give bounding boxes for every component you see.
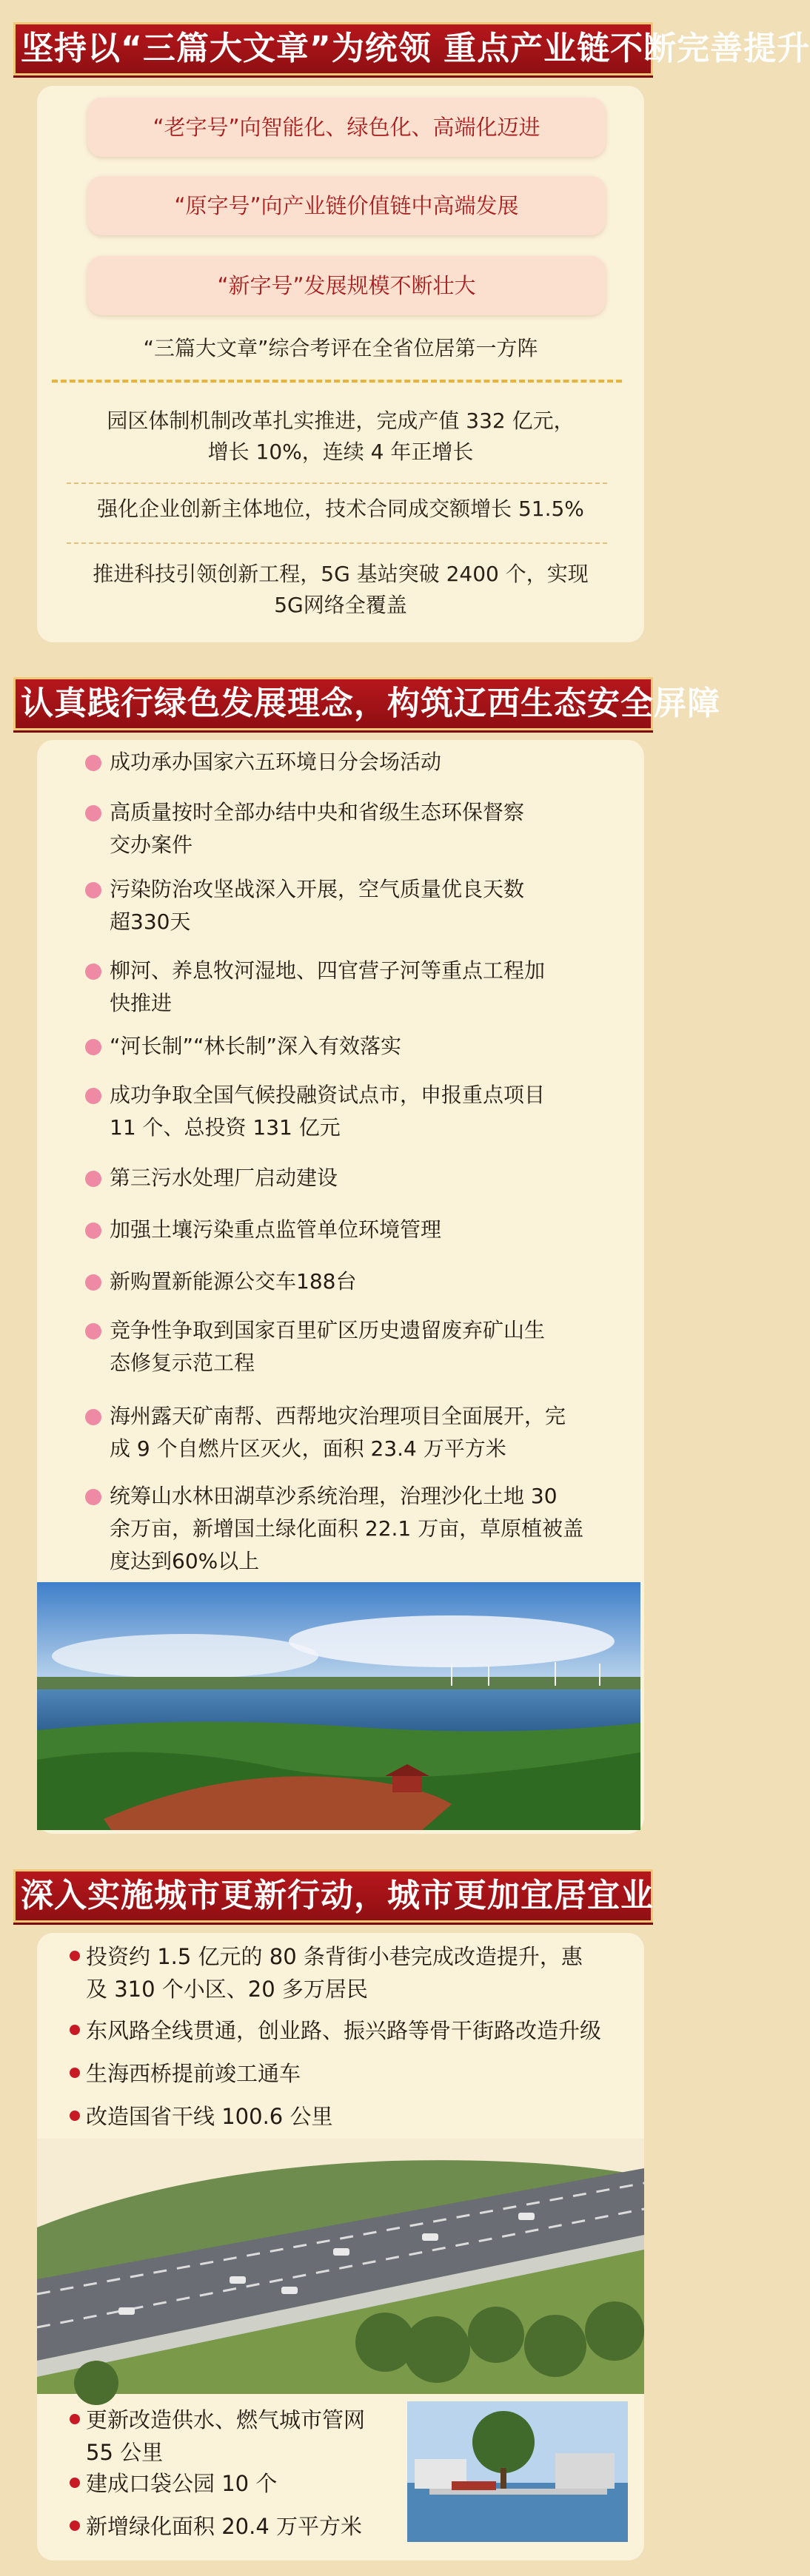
bullet-icon [70,2025,80,2035]
list-item: 新增绿化面积 20.4 万平方米 [65,2510,421,2543]
bullet-icon [70,2111,80,2121]
list-item: 生海西桥提前竣工通车 [65,2057,643,2090]
rank-text: “三篇大文章”综合考评在全省位居第一方阵 [143,336,538,360]
para-5g [44,559,637,621]
list-item: 统筹山水林田湖草沙系统治理，治理沙化土地 30 余万亩，新增国土绿化面积 22.1 万亩，草原植被盖 度达到60%以上 [87,1480,635,1578]
section2-title: 认真践行绿色发展理念，构筑辽西生态安全屏障 [13,677,653,730]
bullet-icon [85,1223,101,1239]
bullet-icon [85,1489,101,1505]
divider [52,380,622,383]
wetland-park-photo [37,1582,640,1830]
pill-xin-zihao: “新字号”发展规模不断壮大 [87,256,606,315]
para-innovation [44,494,637,525]
bullet-icon [85,1039,101,1055]
list-item: 新购置新能源公交车188台 [87,1265,635,1298]
list-item: 加强土壤污染重点监管单位环境管理 [87,1214,635,1246]
list-item: 海州露天矿南帮、西帮地灾治理项目全面展开，完 成 9 个自燃片区灭火，面积 23.4 万平方米 [87,1400,635,1465]
list-item: 东风路全线贯通，创业路、振兴路等骨干街路改造升级 [65,2014,643,2047]
list-item: 投资约 1.5 亿元的 80 条背街小巷完成改造提升，惠 及 310 个小区、20 多万居民 [65,1940,643,2005]
bullet-icon [70,2520,80,2531]
bullet-icon [85,882,101,898]
section1-title: 坚持以“三篇大文章”为统领 重点产业链不断完善提升 [13,22,653,75]
para-line: 强化企业创新主体地位，技术合同成交额增长 51.5% [97,497,584,521]
para-park-reform [44,406,637,468]
pocket-park-photo [407,2401,628,2542]
bullet-icon [70,2414,80,2424]
bullet-icon [85,1323,101,1339]
list-item: 污染防治攻坚战深入开展，空气质量优良天数 超330天 [87,873,635,938]
pill-yuan-zihao: “原字号”向产业链价值链中高端发展 [87,176,606,235]
list-item: 第三污水处理厂启动建设 [87,1162,635,1194]
list-item: 成功承办国家六五环境日分会场活动 [87,746,635,778]
list-item: 成功争取全国气候投融资试点市，申报重点项目 11 个、总投资 131 亿元 [87,1079,635,1144]
bullet-icon [85,1274,101,1291]
para-line: 园区体制机制改革扎实推进，完成产值 332 亿元， [107,408,575,433]
list-item: 竞争性争取到国家百里矿区历史遗留废弃矿山生 态修复示范工程 [87,1314,635,1379]
section3-title: 深入实施城市更新行动，城市更加宜居宜业 [13,1869,653,1923]
list-item: 建成口袋公园 10 个 [65,2467,421,2500]
bullet-icon [85,964,101,980]
bullet-icon [70,2068,80,2078]
divider [67,482,607,484]
divider [67,542,607,544]
list-item: 高质量按时全部办结中央和省级生态环保督察 交办案件 [87,796,635,861]
pill-lao-zihao: “老字号”向智能化、绿色化、高端化迈进 [87,98,606,157]
para-line: 5G网络全覆盖 [274,593,407,617]
bullet-icon [85,1088,101,1104]
bullet-icon [85,1409,101,1425]
bullet-icon [70,1951,80,1961]
list-item: 改造国省干线 100.6 公里 [65,2100,643,2133]
list-item: 柳河、养息牧河湿地、四官营子河等重点工程加 快推进 [87,955,635,1020]
road-photo [37,2139,644,2394]
bullet-icon [85,1171,101,1187]
para-line: 推进科技引领创新工程，5G 基站突破 2400 个，实现 [93,562,589,586]
list-item: “河长制”“林长制”深入有效落实 [87,1030,635,1063]
bullet-icon [70,2478,80,2488]
bullet-icon [85,755,101,771]
bullet-icon [85,805,101,821]
para-line: 增长 10%，连续 4 年正增长 [207,440,474,464]
list-item: 更新改造供水、燃气城市管网 55 公里 [65,2404,421,2469]
